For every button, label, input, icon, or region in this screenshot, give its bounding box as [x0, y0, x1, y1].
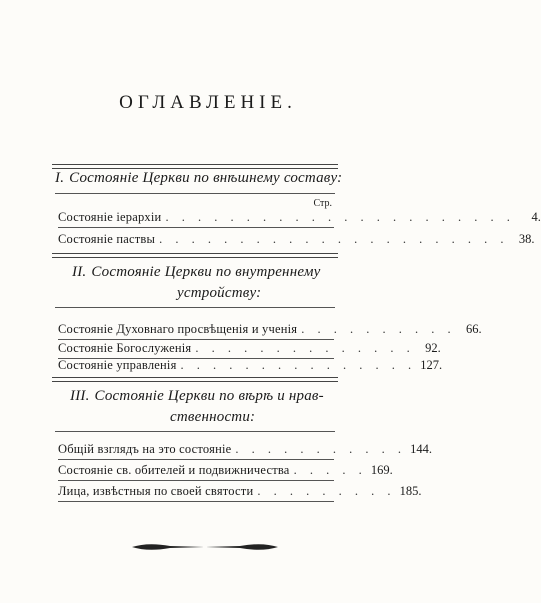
toc-entry-page: 127. [420, 358, 443, 372]
toc-entry-label: Состояніе іерархіи [58, 210, 162, 224]
page-title: ОГЛАВЛЕНІЕ. [119, 92, 297, 113]
dot-leader: . . . . . . . . . . . [235, 442, 407, 456]
toc-entry-label: Состояніе Богослуженія [58, 341, 192, 355]
toc-entry [58, 484, 422, 499]
toc-entry-page: 66. [465, 322, 482, 336]
toc-entry [58, 341, 441, 356]
entry-rule [58, 501, 334, 502]
toc-entry-page: 169. [370, 463, 393, 477]
section-1-heading-line-1: Состояніе Церкви по внѣшнему составу: [69, 170, 343, 186]
toc-entry-page: 4. [531, 210, 541, 224]
dot-leader: . . . . . . . . . . . . . . . . . . . . . . [165, 210, 515, 224]
section-2-heading [72, 264, 320, 281]
toc-entry-label: Общій взглядъ на это состояніе [58, 442, 232, 456]
section-1-heading [55, 170, 342, 187]
toc-entry [58, 322, 482, 337]
section-2-heading-line-1: Состояніе Церкви по внутреннему [91, 264, 321, 280]
section-2-heading-line-2: устройству: [177, 285, 262, 301]
dot-leader: . . . . . [293, 463, 367, 477]
toc-entry [58, 463, 393, 478]
toc-entry [58, 358, 443, 373]
section-3-heading-line-1: Состояніе Церкви по вѣрѣ и нрав- [94, 388, 324, 404]
section-1-bottom-rule [52, 253, 338, 258]
toc-entry [58, 232, 535, 247]
section-1-top-rule [52, 164, 338, 169]
toc-entry [58, 442, 433, 457]
toc-entry-page: 92. [425, 341, 441, 355]
section-3-number: III. [70, 388, 90, 404]
entry-rule [58, 480, 334, 481]
toc-entry [58, 210, 541, 225]
toc-entry-page: 185. [399, 484, 422, 498]
section-2-heading-rule [55, 307, 335, 308]
ornament-divider-icon [130, 540, 280, 554]
section-3-heading-rule [55, 431, 335, 432]
toc-entry-label: Лица, извѣстныя по своей святости [58, 484, 254, 498]
section-3-heading-line-2: ственности: [170, 409, 256, 425]
toc-entry-label: Состояніе Духовнаго просвѣщенія и ученія [58, 322, 298, 336]
section-2-bottom-rule [52, 377, 338, 382]
dot-leader: . . . . . . . . . . . . . . . [180, 358, 417, 372]
dot-leader: . . . . . . . . . [257, 484, 396, 498]
toc-entry-label: Состояніе паствы [58, 232, 156, 246]
section-1-heading-rule [55, 193, 335, 194]
page-column-label: Стр. [313, 198, 332, 209]
entry-rule [58, 459, 334, 460]
toc-entry-label: Состояніе св. обителей и подвижничества [58, 463, 290, 477]
toc-entry-label: Состояніе управленія [58, 358, 177, 372]
section-3-heading [70, 388, 324, 405]
dot-leader: . . . . . . . . . . . . . . [195, 341, 415, 355]
entry-rule [58, 227, 334, 228]
toc-entry-page: 38. [518, 232, 535, 246]
entry-rule [58, 339, 334, 340]
toc-entry-page: 144. [410, 442, 433, 456]
section-1-number: I. [55, 170, 65, 186]
dot-leader: . . . . . . . . . . . . . . . . . . . . . . [159, 232, 509, 246]
dot-leader: . . . . . . . . . . [301, 322, 456, 336]
section-2-number: II. [72, 264, 87, 280]
